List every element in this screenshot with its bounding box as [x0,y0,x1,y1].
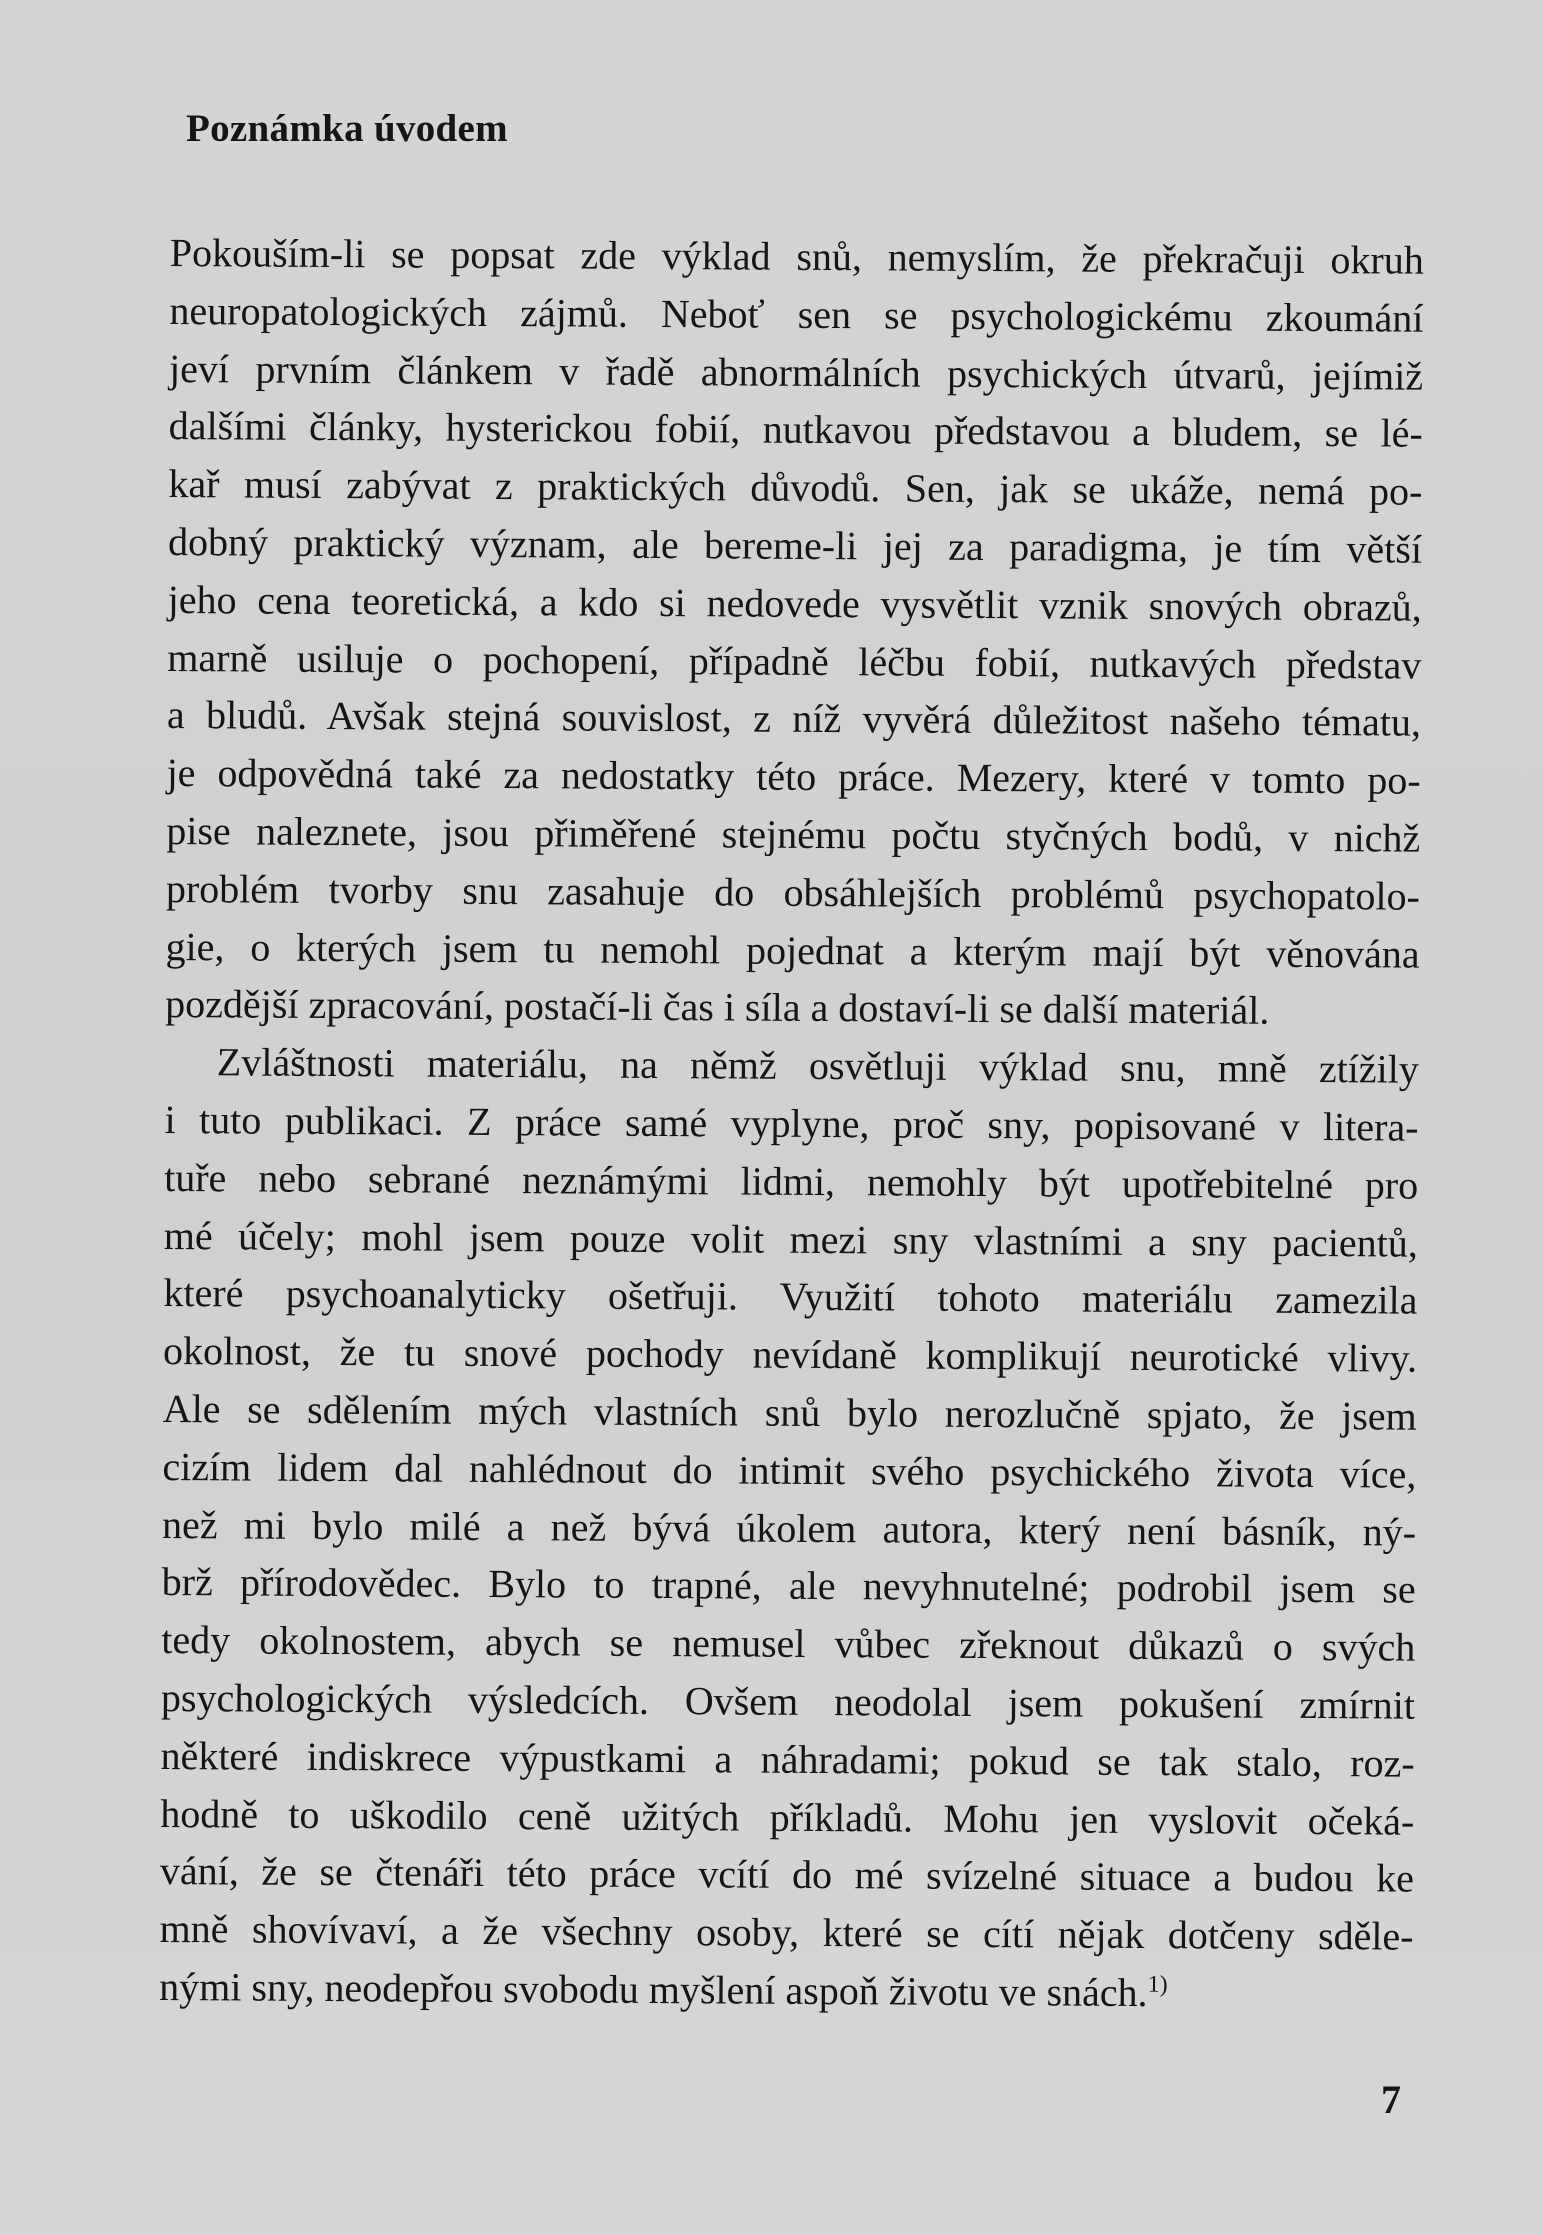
paragraph-1 [165,224,1424,1041]
text-line: marně usiluje o pochopení, případně léčbu fobií, nutkavých představ [167,634,1422,688]
text-line: brž přírodovědec. Bylo to trapné, ale nevyhnutelné; podrobil jsem se [161,1559,1416,1612]
text-line: cizím lidem dal nahlédnout do intimit svého psychického života více, [162,1443,1417,1497]
text-line: některé indiskrece výpustkami a náhradami; pokud se tak stalo, roz- [160,1732,1415,1786]
text-line: než mi bylo milé a než bývá úkolem autora, který není básník, ný- [161,1501,1417,1555]
text-line: které psychoanalyticky ošetřuji. Využití tohoto materiálu zamezila [163,1270,1418,1323]
text-line: mně shovívaví, a že všechny osoby, které se cítí nějak dotčeny sděle- [159,1906,1414,1959]
section-heading: Poznámka úvodem [186,107,508,150]
last-text-line [159,1958,1413,2023]
text-line: a bludů. Avšak stejná souvislost, z níž vyvěrá důležitost našeho tématu, [166,692,1422,746]
text-line: problém tvorby snu zasahuje do obsáhlejších problémů psychopatolo- [165,865,1421,919]
text-line: dobný praktický význam, ale bereme-li jej za paradigma, je tím větší [167,518,1423,572]
text-line-content: nými sny, neodepřou svobodu myšlení aspoň životu ve snách. [159,1963,1148,2015]
text-line: jeho cena teoretická, a kdo si nedovede vysvětlit vznik snových obrazů, [167,576,1422,630]
text-line: mé účely; mohl jsem pouze volit mezi sny vlastními a sny pacientů, [163,1212,1418,1266]
text-line: jeví prvním článkem v řadě abnormálních psychických útvarů, jejímiž [168,345,1424,399]
text-line: vání, že se čtenáři této práce vcítí do mé svízelné situace a budou ke [159,1848,1415,1901]
text-line: gie, o kterých jsem tu nemohl pojednat a kterým mají být věnována [165,923,1420,977]
text-line: neuropatologických zájmů. Neboť sen se psychologickému zkoumání [169,287,1424,341]
text-line: psychologických výsledcích. Ovšem neodolal jsem pokušení zmírnit [160,1674,1416,1728]
text-line: dalšími články, hysterickou fobií, nutkavou představou a bludem, se lé- [168,403,1423,457]
text-line: Pokouším-li se popsat zde výklad snů, nemyslím, že překračuji okruh [169,229,1424,283]
body-text [159,224,1424,2023]
text-line: i tuto publikaci. Z práce samé vyplyne, proč sny, popisované v litera- [164,1096,1419,1150]
text-line: je odpovědná také za nedostatky této práce. Mezery, které v tomto po- [166,750,1421,803]
paragraph-2 [159,1033,1419,2023]
text-line: Zvláštnosti materiálu, na němž osvětluji výklad snu, mně ztížily [216,1039,1419,1092]
text-line: pise naleznete, jsou přiměřené stejnému počtu styčných bodů, v nichž [166,807,1421,861]
text-line: tuře nebo sebrané neznámými lidmi, nemohly být upotřebitelné pro [164,1154,1419,1208]
text-line: tedy okolnostem, abych se nemusel vůbec zřeknout důkazů o svých [161,1617,1416,1670]
page-number: 7 [1381,2077,1401,2122]
footnote-reference[interactable]: 1) [1147,1971,1168,1998]
text-line: pozdější zpracování, postačí-li čas i síla a dostaví-li se další materiál. [165,981,1270,1034]
text-line: okolnost, že tu snové pochody nevídaně komplikují neurotické vlivy. [162,1328,1418,1381]
text-line: kař musí zabývat z praktických důvodů. Sen, jak se ukáže, nemá po- [168,461,1423,514]
text-line: Ale se sdělením mých vlastních snů bylo nerozlučně spjato, že jsem [162,1385,1417,1439]
text-line: hodně to uškodilo ceně užitých příkladů. Mohu jen vyslovit očeká- [160,1790,1415,1844]
